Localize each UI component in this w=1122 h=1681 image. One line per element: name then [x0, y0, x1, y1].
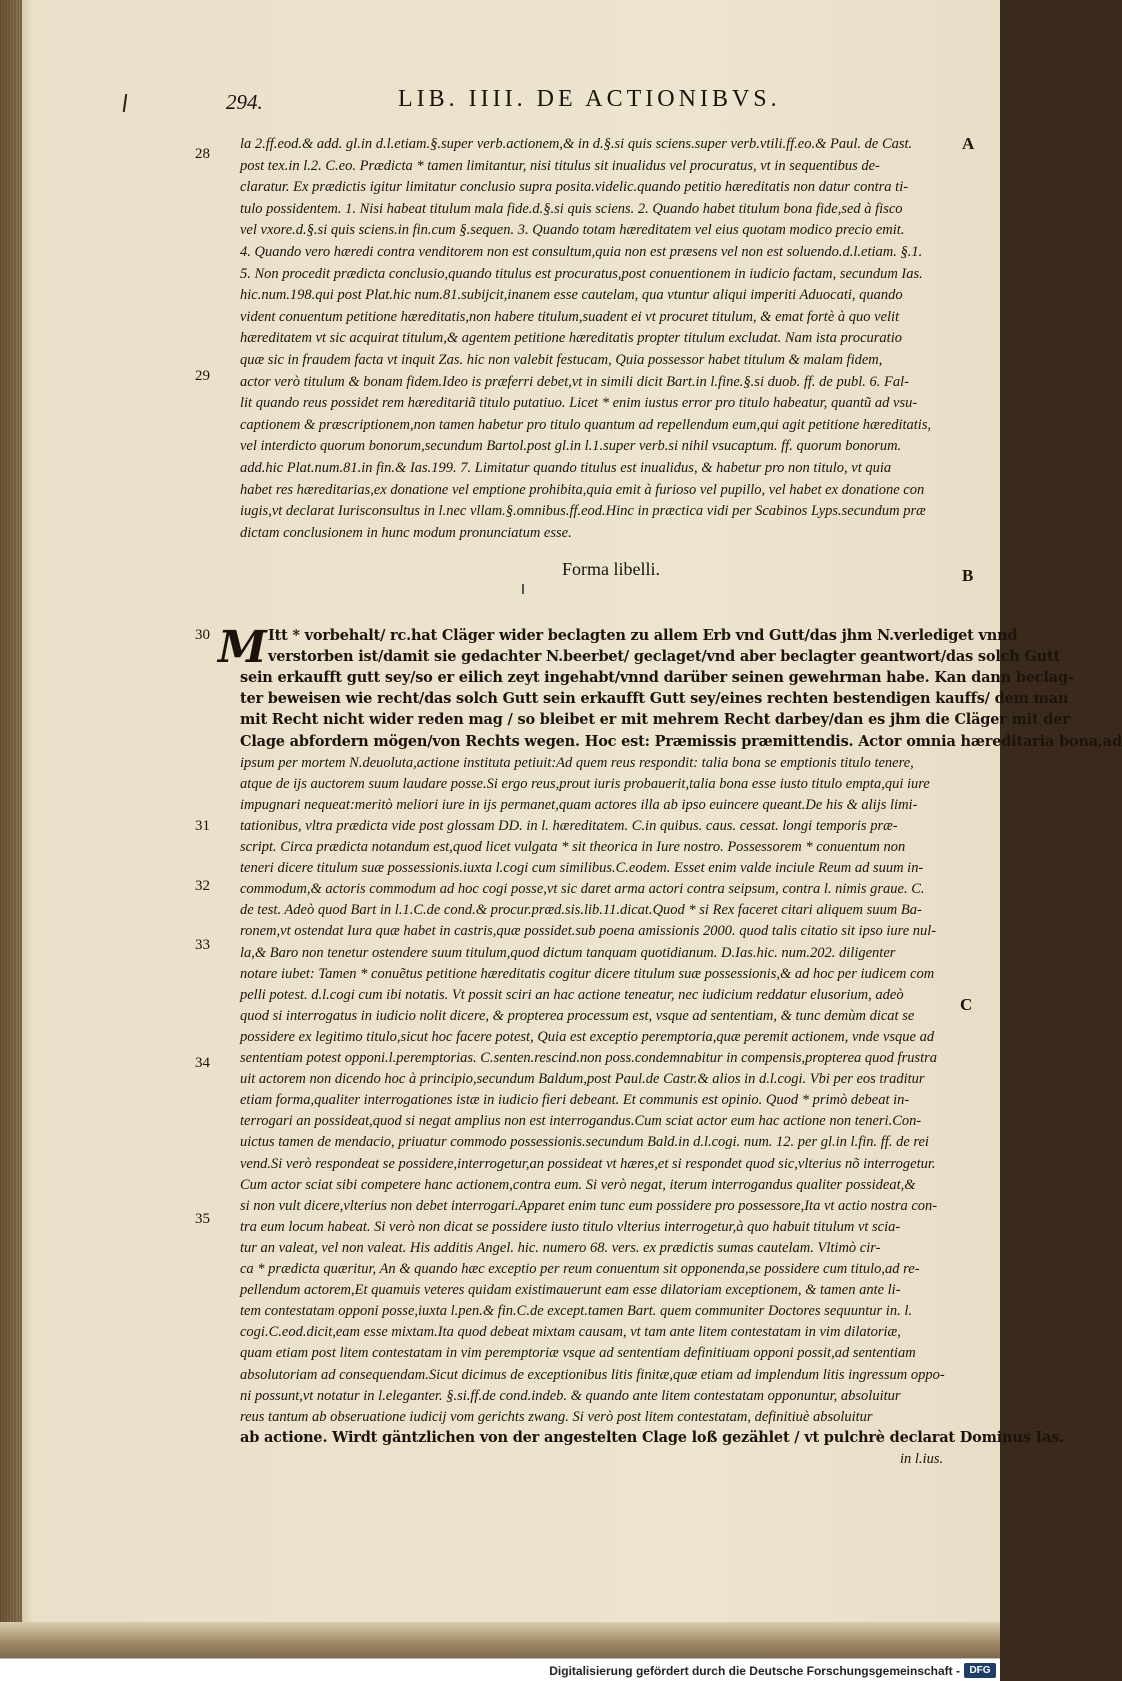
- text-line: hæreditatem vt sic acquirat titulum,& agentem petitione hæreditatis propter titulum excludat. Nam ista procuratio: [240, 330, 902, 347]
- text-line: mit Recht nicht wider reden mag / so bleibet er mit mehrem Recht darbey/dan es jhm die Cläger mit der: [240, 711, 1070, 729]
- text-line: sein erkaufft gutt sey/so er eilich zeyt ingehabt/vnnd darüber seinen gewehrman habe. Kan dann beclag-: [240, 669, 1074, 687]
- margin-number-34: 34: [195, 1055, 210, 1071]
- text-line: de test. Adeò quod Bart in l.1.C.de cond.& procur.præd.sis.lib.11.dicat.Quod * si Rex faceret citari aliquem suum Ba-: [240, 902, 922, 919]
- margin-letter-b: B: [962, 566, 974, 585]
- text-line: vend.Si verò respondeat se possidere,interrogetur,an possideat vt hæres,et si respondet quod sic,vlterius nõ interrogetur.: [240, 1155, 936, 1172]
- ink-mark: [522, 584, 524, 594]
- text-line: tationibus, vltra prædicta vide post glossam DD. in l. hæreditatem. C.in quibus. caus. cessat. longi temporis præ-: [240, 817, 898, 834]
- margin-letter-c: C: [960, 995, 973, 1014]
- text-line: tra eum locum habeat. Si verò non dicat se possidere iusto titulo vlterius interrogetur,à quo habuit titulum vt scia-: [240, 1218, 901, 1235]
- text-line: vel interdicto quorum bonorum,secundum Bartol.post gl.in l.1.super verb.si nihil vsucaptum. ff. quorum bonorum.: [240, 438, 902, 455]
- text-line: habet res hæreditarias,ex donatione vel emptione prohibita,quia emit à furioso vel pupillo, vel habet ex donatione con: [240, 481, 925, 498]
- text-line: uictus tamen de mendacio, priuatur commodo possessionis.secundum Bald.in d.l.cogi. num. 12. per gl.in l.fin. ff. de rei: [240, 1134, 929, 1151]
- text-line: vel vxore.d.§.si quis sciens.in fin.cum §.sequen. 3. Quando totam hæreditatem vel eius quotam modico precio emit.: [240, 222, 905, 239]
- section-heading: Forma libelli.: [562, 559, 660, 579]
- text-line: teneri dicere titulum suæ possessionis.iuxta l.cogi cum similibus.C.eodem. Esset enim valde inciule Reum ad suum in-: [240, 860, 924, 877]
- page-edge-stack: [0, 0, 22, 1681]
- text-line: hic.num.198.qui post Plat.hic num.81.subijcit,inanem esse cautelam, qua vtuntur aliqui imperiti Aduocati, quando: [240, 287, 903, 304]
- text-line: tur an valeat, vel non valeat. His additis Angel. hic. numero 68. vers. ex prædictis sumas cautelam. Vltimò cir-: [240, 1239, 881, 1256]
- text-line: add.hic Plat.num.81.in fin.& Ias.199. 7. Limitatur quando titulus est inualidus, & habetur pro non titulo, vt quia: [240, 460, 892, 476]
- text-line: la 2.ff.eod.& add. gl.in d.l.etiam.§.super verb.actionem,& in d.§.si quis sciens.super verb.vtili.ff.eo.& Paul. de Cast.: [240, 136, 913, 152]
- text-line: quæ sic in fraudem facta vt inquit Zas. hic non valebit festucam, Quia possessor habet titulum & malam fidem,: [240, 352, 883, 368]
- footer-credit: Digitalisierung gefördert durch die Deutsche Forschungsgemeinschaft -: [549, 1664, 960, 1678]
- text-line: dictam conclusionem in hunc modum pronunciatum esse.: [240, 524, 572, 541]
- text-line: in l.ius.: [900, 1450, 944, 1467]
- text-line: ni possunt,vt notatur in l.eleganter. §.si.ff.de cond.indeb. & quando ante litem contestatam opponuntur, absoluitur: [240, 1387, 901, 1404]
- text-line: claratur. Ex prædictis igitur limitatur conclusio supra posita.videlic.quando petitio hæreditatis non datur contra ti-: [240, 179, 909, 196]
- text-line: impugnari nequeat:meritò meliori iure in ijs permanet,quam actores illa ab ipso euincere queant.De his & alijs limi-: [240, 796, 918, 813]
- text-line: ab actione. Wirdt gäntzlichen von der angestelten Clage loß gezählet / vt pulchrè declarat Dominus Ias.: [240, 1428, 1065, 1446]
- text-line: Cum actor sciat sibi competere hanc actionem,contra eum. Si verò negat, iterum interrogandus qualiter possideat,&: [240, 1176, 916, 1193]
- text-line: script. Circa prædicta notandum est,quod licet vulgata * sit theorica in Iure nostro. Possessorem * conuentum non: [240, 839, 906, 855]
- margin-number-32: 32: [195, 878, 210, 894]
- text-line: pellendum actorem,Et quamuis veteres quidam existimauerunt eam esse dilatoriam exceptionem, & tamen ante li-: [240, 1282, 901, 1299]
- margin-letter-a: A: [962, 134, 975, 153]
- text-line: possidere ex legitimo titulo,sicut hoc facere potest, Quia est exceptio peremptoria,quæ peremit actionem, vnde vsque ad: [240, 1028, 935, 1045]
- margin-number-29: 29: [195, 368, 210, 384]
- text-line: ter beweisen wie recht/das solch Gutt sein erkaufft Gutt sey/eines rechten bestendigen kauffs/ dem man: [240, 690, 1069, 708]
- text-line: captionem & præscriptionem,non tamen habetur pro titulo quantum ad repellendum eum,qui agit petitione hæreditatis,: [240, 416, 932, 433]
- running-head: LIB. IIII. DE ACTIONIBVS.: [398, 86, 781, 112]
- text-line: sententiam potest opponi.l.peremptorias. C.senten.rescind.non poss.condemnabitur in compensis,propterea quod frustra: [240, 1050, 938, 1066]
- text-line: 4. Quando vero hæredi contra venditorem non est consultum,quia non est præsens vel non est soluendo.d.l.etiam. §.1.: [240, 244, 923, 260]
- margin-number-33: 33: [195, 937, 210, 953]
- text-line: ronem,vt ostendat Iura quæ habet in castris,quæ possidet.sub poena amissionis 2000. quod talis citatio sit ipso iure nul-: [240, 923, 937, 940]
- text-line: reus tantum ab obseruatione iudicij vom gerichts zwang. Si verò post litem contestatam, definitiuè absoluitur: [240, 1408, 873, 1425]
- text-line: absolutoriam ad consequendam.Sicut dicimus de exceptionibus litis finitæ,quæ etiam ad implendum litis ingressum oppo-: [240, 1366, 945, 1383]
- text-line: tulo possidentem. 1. Nisi habeat titulum mala fide.d.§.si quis sciens. 2. Quando habet titulum bona fide,sed à fisco: [240, 200, 903, 217]
- text-line: terrogari an possideat,quod si negat amplius non est interrogandus.Cum sciat actor eum hac actione non teneri.Con-: [240, 1113, 922, 1130]
- text-line: iugis,vt declarat Iurisconsultus in l.nec vllam.§.omnibus.ff.eod.Hinc in præctica vidi per Scabinos Lyps.secundum præ: [240, 503, 926, 520]
- text-line: actor verò titulum & bonam fidem.Ideo is præferri debet,vt in simili dicit Bart.in l.fine.§.si duob. ff. de publ. 6. Fal-: [240, 373, 909, 390]
- drop-initial: M: [218, 622, 267, 673]
- text-line: quod si interrogatus in iudicio nolit dicere, & propterea processum est, vsque ad sententiam, & tunc demùm dicat se: [240, 1007, 915, 1024]
- text-line: quam etiam post litem contestatam in vim peremptoriæ vsque ad sententiam definitiuam opponi possit,ad sententiam: [240, 1345, 916, 1362]
- digitization-footer: [0, 1658, 1000, 1681]
- page-number: 294.: [226, 90, 263, 114]
- margin-number-31: 31: [195, 818, 210, 834]
- text-line: vident conuentum petitione hæreditatis,non habere titulum,suadent ei vt procuret titulum, & emat fortè à quo velit: [240, 308, 900, 325]
- text-line: cogi.C.eod.dicit,eam esse mixtam.Ita quod debeat mixtam causam, vt tam ante litem contestatam in vim dilatoriæ,: [240, 1324, 901, 1341]
- text-line: ipsum per mortem N.deuoluta,actione instituta petiuit:Ad quem reus respondit: talia bona se emptionis titulo tenere,: [240, 754, 914, 771]
- margin-number-28: 28: [195, 146, 210, 162]
- margin-number-35: 35: [195, 1211, 210, 1227]
- text-line: notare iubet: Tamen * conuẽtus petitione hæreditatis cogitur dicere titulum suæ possessionis,& ad hoc per iudicem com: [240, 965, 935, 982]
- margin-number-30: 30: [195, 627, 210, 643]
- text-line: commodum,& actoris commodum ad hoc cogi posse,vt sic daret arma actori contra seipsum, contra l. nimis graue. C.: [240, 881, 925, 898]
- text-line: uit actorem non dicendo hoc à principio,secundum Baldum,post Paul.de Castr.& alios in d.l.cogi. Vbi per eos traditur: [240, 1071, 925, 1088]
- pencil-tick-mark: [123, 94, 127, 112]
- text-line: lit quando reus possidet rem hæreditariã titulo putatiuo. Licet * enim iustus error pro titulo habeatur, quantũ ad vsu-: [240, 395, 918, 412]
- text-line: Itt * vorbehalt/ rc.hat Cläger wider beclagten zu allem Erb vnd Gutt/das jhm N.verlediget vnnd: [268, 627, 1018, 644]
- text-line: etiam forma,qualiter interrogationes istæ in iudicio fieri debeant. Et communis est opinio. Quod * primò debeat in-: [240, 1092, 910, 1109]
- text-line: atque de ijs auctorem suum laudare posse.Si ergo reus,prout iuris probauerit,talia bona esse iusto titulo empta,qui iure: [240, 775, 930, 792]
- text-line: verstorben ist/damit sie gedachter N.beerbet/ geclaget/vnd aber beclagter geantwort/das solch Gutt: [268, 648, 1060, 666]
- text-line: pelli potest. d.l.cogi cum ibi notatis. Vt possit sciri an hac actione teneatur, nec iudicium reddatur elusorium, adeò: [240, 986, 904, 1003]
- text-line: post tex.in l.2. C.eo. Prædicta * tamen limitantur, nisi titulus sit inualidus vel procuratus, vt in sequentibus de-: [240, 157, 880, 174]
- text-line: ca * prædicta quæritur, An & quando hæc exceptio per reum conuentum sit opponenda,se possidere cum titulo,ad re-: [240, 1261, 920, 1277]
- text-line: tem contestatam opponi posse,iuxta l.pen.& fin.C.de except.tamen Bart. quem communiter Doctores sequuntur in. l.: [240, 1303, 912, 1320]
- text-line: la,& Baro non tenetur ostendere suum titulum,quod dictum tanquam quotidianum. D.Ias.hic. num.202. diligenter: [240, 944, 896, 961]
- text-line: 5. Non procedit prædicta conclusio,quando titulus est procuratus,post conuentionem in iudicio factam, secundum Ias.: [240, 265, 923, 282]
- text-line: Clage abfordern mögen/von Rechts wegen. Hoc est: Præmissis præmittendis. Actor omnia hæreditaria bona,ad: [240, 732, 1122, 750]
- text-line: si non vult dicere,vlterius non debet interrogari.Apparet enim tunc eum possidere pro possessore,Ita vt actio nostra con-: [240, 1197, 938, 1214]
- dfg-logo: DFG: [964, 1663, 996, 1678]
